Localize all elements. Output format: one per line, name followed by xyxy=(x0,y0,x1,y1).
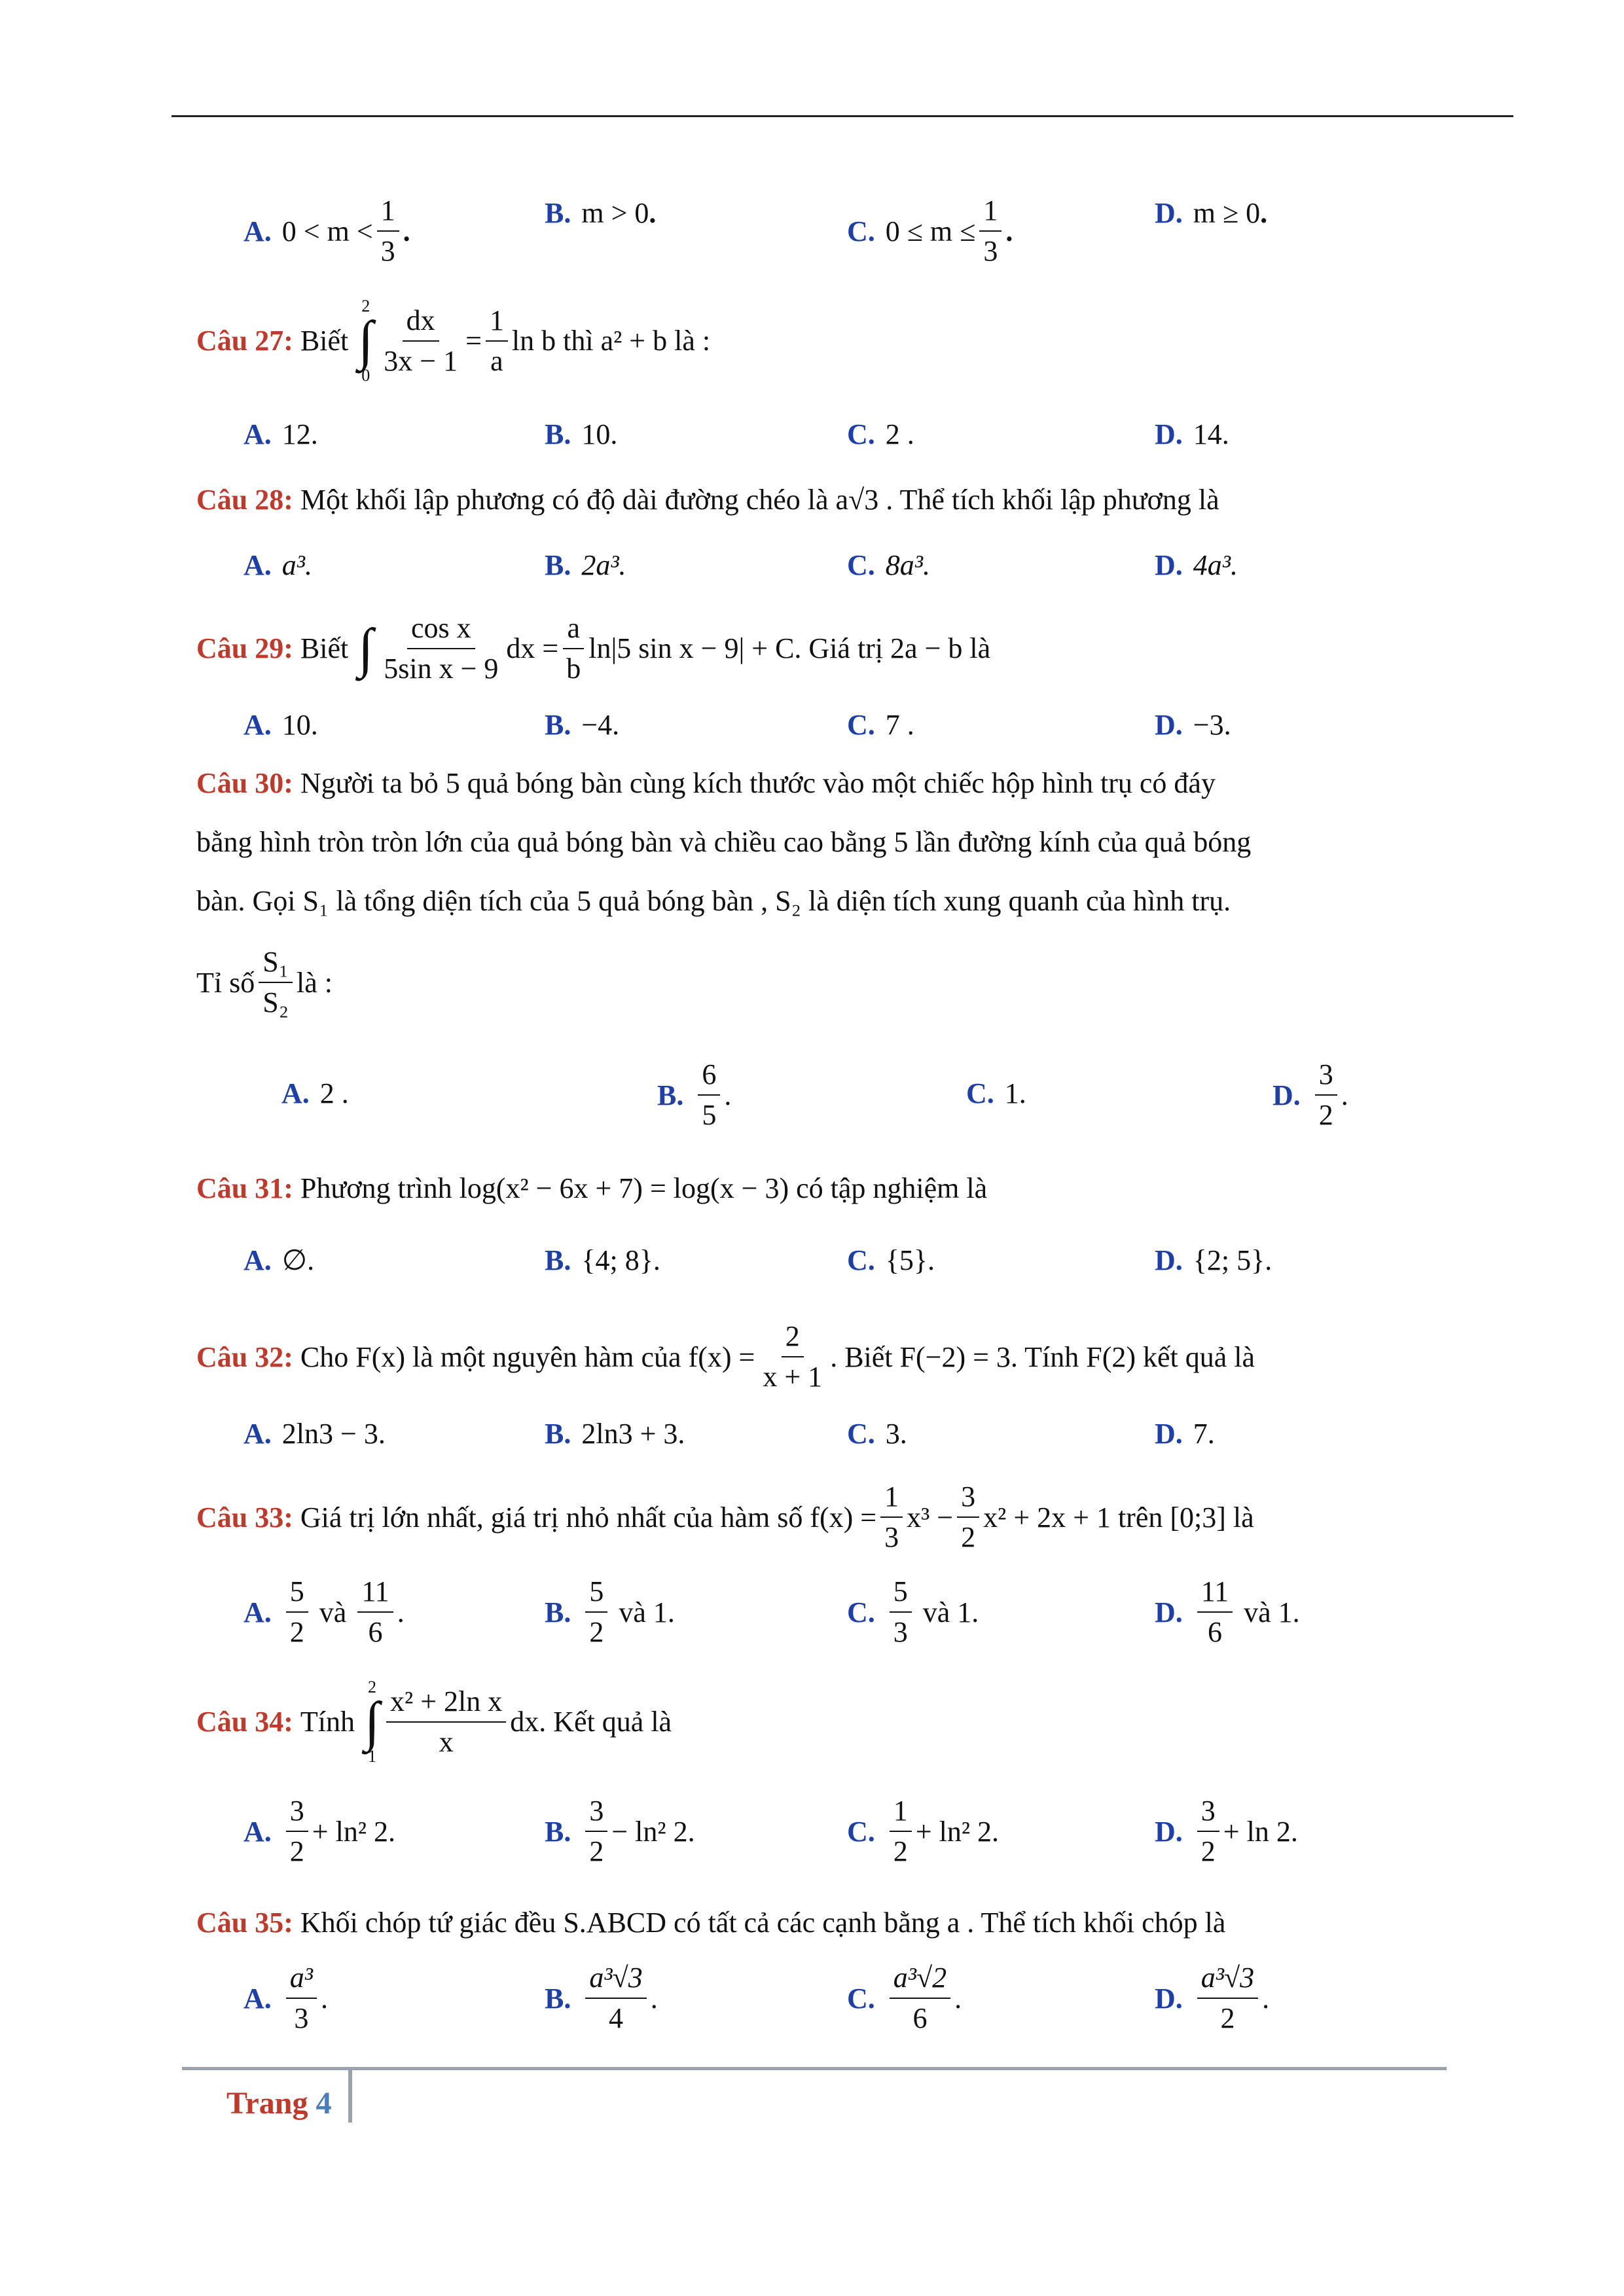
q28-option-a[interactable]: A. a³. xyxy=(244,549,312,581)
fraction: $\frac{a}{b}$ xyxy=(562,614,585,683)
q26-option-d[interactable]: D. m ≥ 0 . xyxy=(1155,197,1268,229)
q27-options xyxy=(0,418,1624,457)
q26-option-c[interactable]: C. 0 ≤ m ≤ $\frac{1}{3}$ . xyxy=(847,194,1013,267)
q30-stem: Câu 30: Người ta bỏ 5 quả bóng bàn cùng kích thước vào một chiếc hộp hình trụ có đáy bằng hình tròn tròn lớn của quả bóng bàn và chiều cao bằng 5 lần đường kính của quả bóng bàn. Gọi S₁ là tổng diện tích của 5 quả bóng bàn , S₂ là diện tích xung quanh của hình trụ. xyxy=(196,767,1252,917)
q33-stem: Câu 33: Giá trị lớn nhất, giá trị nhỏ nhất của hàm số f(x) = $\frac{1}{3}$ x³ − $\frac{3}{2}$ x² + 2x + 1 trên [0;3] là xyxy=(196,1480,1254,1553)
q31-option-b[interactable]: B. {4; 8}. xyxy=(545,1244,660,1276)
fraction: $\frac{3}{2}$ xyxy=(585,1797,607,1866)
q30-option-a[interactable]: A. 2 . xyxy=(281,1077,349,1109)
top-rule xyxy=(171,115,1513,117)
q27-option-d[interactable]: D. 14. xyxy=(1155,418,1229,450)
footer-rule xyxy=(182,2067,1447,2070)
q34-option-b[interactable]: B. $\frac{3}{2}$ − ln² 2. xyxy=(545,1795,695,1867)
q33-option-d[interactable]: D. $\frac{11}{6}$ và 1. xyxy=(1155,1575,1300,1648)
integral-sign: 2 ∫ 0 xyxy=(358,296,374,385)
q28-stem: Câu 28: Một khối lập phương có độ dài đường chéo là a√3 . Thể tích khối lập phương là xyxy=(196,484,1219,516)
q32-stem: Câu 32: Cho F(x) là một nguyên hàm của f(x) = $\frac{2}{x + 1}$ . Biết F(−2) = 3. Tính F(2) kết quả là xyxy=(196,1320,1255,1393)
fraction: $\frac{1}{2}$ xyxy=(890,1797,912,1866)
q34-options xyxy=(0,1797,1624,1875)
integral-sign: ∫ xyxy=(358,618,374,679)
fraction: $\frac{\text{a³√2}}{6}$ xyxy=(890,1964,950,2033)
fraction: $\frac{1}{3}$ xyxy=(880,1482,903,1552)
fraction: $\frac{5}{2}$ xyxy=(585,1577,607,1647)
fraction: $\frac{dx}{3x - 1}$ xyxy=(384,304,458,377)
q35-options xyxy=(0,1964,1624,2042)
q27-stem: Câu 27: Biết 2 ∫ 0 $\frac{dx}{3x - 1}$ = $\frac{1}{a}$ ln b thì a² + b là : xyxy=(196,296,711,385)
q29-stem: Câu 29: Biết ∫ $\frac{\text{cos x}}{\text{5sin x − 9}}$ dx = $\frac{a}{b}$ ln|5 sin x − 9| + C. Giá trị 2a − b là xyxy=(196,605,990,692)
q35-option-b[interactable]: B. $\frac{\text{a³√3}}{4}$ . xyxy=(545,1962,658,2034)
q31-option-d[interactable]: D. {2; 5}. xyxy=(1155,1244,1272,1276)
q28-option-c[interactable]: C. 8a³. xyxy=(847,549,930,581)
q26-option-a[interactable]: A. 0 < m < $\frac{1}{3}$ . xyxy=(244,194,410,267)
q26-option-b[interactable]: B. m > 0 . xyxy=(545,197,657,229)
fraction: $\frac{3}{2}$ xyxy=(1315,1060,1337,1130)
q32-option-d[interactable]: D. 7. xyxy=(1155,1418,1215,1450)
fraction: $\frac{1}{a}$ xyxy=(486,306,508,376)
fraction: $\frac{\text{x² + 2ln x}}{x}$ xyxy=(386,1687,506,1757)
q29-option-c[interactable]: C. 7 . xyxy=(847,709,914,741)
q32-option-a[interactable]: A. 2ln3 − 3. xyxy=(244,1418,386,1450)
fraction: $\frac{\text{a³√3}}{2}$ xyxy=(1197,1964,1258,2033)
fraction: $\frac{6}{5}$ xyxy=(698,1060,720,1130)
q28-options xyxy=(0,548,1624,588)
fraction: $\frac{11}{6}$ xyxy=(1197,1577,1233,1647)
q31-option-a[interactable]: A. ∅. xyxy=(244,1244,315,1276)
integral-sign: 2 ∫ 1 xyxy=(365,1677,380,1766)
q34-option-c[interactable]: C. $\frac{1}{2}$ + ln² 2. xyxy=(847,1795,1000,1867)
page-number: Trang 4 xyxy=(226,2086,332,2121)
q33-option-c[interactable]: C. $\frac{5}{3}$ và 1. xyxy=(847,1575,979,1648)
q27-option-c[interactable]: C. 2 . xyxy=(847,418,914,450)
fraction: $\frac{\text{cos x}}{\text{5sin x − 9}}$ xyxy=(384,611,499,685)
q34-option-a[interactable]: A. $\frac{3}{2}$ + ln² 2. xyxy=(244,1795,396,1867)
q31-stem: Câu 31: Phương trình log(x² − 6x + 7) = log(x − 3) có tập nghiệm là xyxy=(196,1172,988,1204)
q33-option-a[interactable]: A. $\frac{5}{2}$ và $\frac{11}{6}$ . xyxy=(244,1575,405,1648)
fraction: $\frac{3}{2}$ xyxy=(286,1797,308,1866)
q30-ratio: Tỉ số $\frac{\text{S₁}}{\text{S₂}}$ là : xyxy=(196,946,333,1018)
fraction: $\frac{\text{a³√3}}{4}$ xyxy=(585,1964,646,2033)
q32-options xyxy=(0,1417,1624,1456)
q32-option-c[interactable]: C. 3. xyxy=(847,1418,907,1450)
q35-option-a[interactable]: A. $\frac{\text{a³}}{3}$ . xyxy=(244,1962,328,2034)
q31-option-c[interactable]: C. {5}. xyxy=(847,1244,935,1276)
footer-divider xyxy=(348,2070,352,2123)
fraction: $\frac{11}{6}$ xyxy=(357,1577,393,1647)
q30-options xyxy=(0,1060,1624,1139)
q33-option-b[interactable]: B. $\frac{5}{2}$ và 1. xyxy=(545,1575,675,1648)
fraction: $\frac{\text{a³}}{3}$ xyxy=(286,1964,317,2033)
q27-option-a[interactable]: A. 12. xyxy=(244,418,318,450)
q35-option-d[interactable]: D. $\frac{\text{a³√3}}{2}$ . xyxy=(1155,1962,1270,2034)
q30-option-b[interactable]: B. $\frac{6}{5}$ . xyxy=(657,1058,732,1131)
q29-option-d[interactable]: D. −3. xyxy=(1155,709,1231,741)
q27-option-b[interactable]: B. 10. xyxy=(545,418,618,450)
q29-options xyxy=(0,708,1624,747)
q32-option-b[interactable]: B. 2ln3 + 3. xyxy=(545,1418,685,1450)
q29-option-a[interactable]: A. 10. xyxy=(244,709,318,741)
fraction: $\frac{5}{3}$ xyxy=(890,1577,912,1647)
q28-option-b[interactable]: B. 2a³. xyxy=(545,549,626,581)
fraction: $\frac{3}{2}$ xyxy=(1197,1797,1219,1866)
q34-stem: Câu 34: Tính 2 ∫ 1 $\frac{\text{x² + 2ln x}}{x}$ dx. Kết quả là xyxy=(196,1677,672,1766)
fraction: $\frac{5}{2}$ xyxy=(286,1577,308,1647)
q28-option-d[interactable]: D. 4a³. xyxy=(1155,549,1238,581)
fraction: $\frac{\text{S₁}}{\text{S₂}}$ xyxy=(259,948,293,1017)
q33-options xyxy=(0,1577,1624,1656)
fraction: $\frac{1}{3}$ xyxy=(377,196,399,266)
q31-options xyxy=(0,1244,1624,1283)
q34-option-d[interactable]: D. $\frac{3}{2}$ + ln 2. xyxy=(1155,1795,1298,1867)
q26-options xyxy=(0,196,1624,275)
q30-option-c[interactable]: C. 1. xyxy=(966,1077,1026,1109)
q35-stem: Câu 35: Khối chóp tứ giác đều S.ABCD có tất cả các cạnh bằng a . Thể tích khối chóp là xyxy=(196,1907,1226,1939)
q30-option-d[interactable]: D. $\frac{3}{2}$ . xyxy=(1272,1058,1348,1131)
fraction: $\frac{2}{x + 1}$ xyxy=(763,1320,823,1393)
q29-option-b[interactable]: B. −4. xyxy=(545,709,620,741)
q35-option-c[interactable]: C. $\frac{\text{a³√2}}{6}$ . xyxy=(847,1962,962,2034)
fraction: $\frac{1}{3}$ xyxy=(979,196,1001,266)
fraction: $\frac{3}{2}$ xyxy=(957,1482,979,1552)
